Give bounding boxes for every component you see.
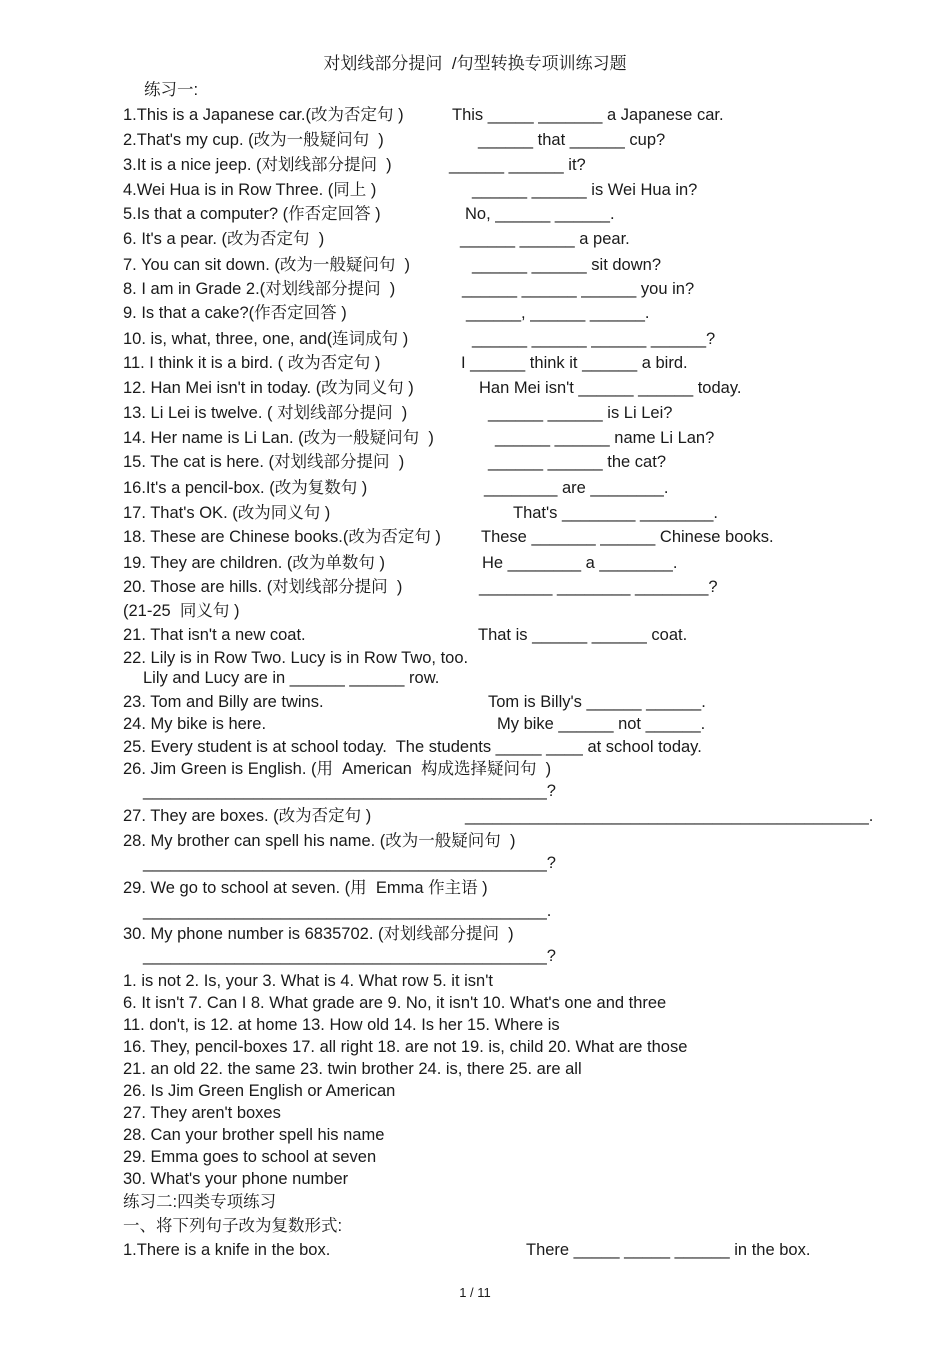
question-text: 22. Lily is in Row Two. Lucy is in Row Two, too.	[123, 649, 469, 667]
question-answer-blank: ______ ______ sit down?	[472, 256, 661, 274]
question-text: 23. Tom and Billy are twins.	[123, 693, 324, 711]
question-text: 8. I am in Grade 2.(对划线部分提问 )	[123, 280, 396, 298]
section-subheading: 一、将下列句子改为复数形式:	[123, 1217, 343, 1235]
question-answer-blank: ______ ______ is Wei Hua in?	[472, 181, 698, 199]
question-text: 15. The cat is here. (对划线部分提问 )	[123, 453, 405, 471]
question-answer-blank: ______ ______ it?	[449, 156, 586, 174]
question-text: 2.That's my cup. (改为一般疑问句 )	[123, 131, 384, 149]
question-text: 28. My brother can spell his name. (改为一般疑问句 )	[123, 832, 516, 850]
question-answer-blank: ______ ______ a pear.	[460, 230, 630, 248]
question-answer-blank: ______ ______ is Li Lei?	[488, 404, 673, 422]
question-text: 7. You can sit down. (改为一般疑问句 )	[123, 256, 411, 274]
question-text: 1.There is a knife in the box.	[123, 1241, 331, 1259]
answer-key-line: 11. don't, is 12. at home 13. How old 14. Is her 15. Where is	[123, 1016, 560, 1034]
answer-key-line: 21. an old 22. the same 23. twin brother 24. is, there 25. are all	[123, 1060, 582, 1078]
document-title: 对划线部分提问 /句型转换专项训练习题	[323, 54, 627, 73]
answer-line: ____________________________________________.	[465, 807, 874, 825]
question-text: 27. They are boxes. (改为否定句 )	[123, 807, 372, 825]
answer-line: ____________________________________________.	[143, 902, 552, 920]
question-answer-blank: No, ______ ______.	[465, 205, 615, 223]
question-text: 16.It's a pencil-box. (改为复数句 )	[123, 479, 368, 497]
question-text: 30. My phone number is 6835702. (对划线部分提问 )	[123, 925, 514, 943]
question-text: 19. They are children. (改为单数句 )	[123, 554, 385, 572]
question-answer-blank: These _______ ______ Chinese books.	[481, 528, 774, 546]
question-answer-blank: This _____ _______ a Japanese car.	[452, 106, 724, 124]
answer-line: ____________________________________________?	[143, 782, 556, 800]
question-text: 29. We go to school at seven. (用 Emma 作主语 )	[123, 879, 488, 897]
answer-key-line: 6. It isn't 7. Can I 8. What grade are 9. No, it isn't 10. What's one and three	[123, 994, 667, 1012]
answer-key-line: 16. They, pencil-boxes 17. all right 18. are not 19. is, child 20. What are those	[123, 1038, 688, 1056]
question-answer-blank: Lily and Lucy are in ______ ______ row.	[143, 669, 440, 687]
section-heading: 练习一:	[144, 81, 199, 99]
question-answer-blank: ______ that ______ cup?	[478, 131, 666, 149]
answer-key-line: 28. Can your brother spell his name	[123, 1126, 385, 1144]
question-answer-blank: ________ ________ ________?	[479, 578, 718, 596]
question-text: 12. Han Mei isn't in today. (改为同义句 )	[123, 379, 414, 397]
question-text: 20. Those are hills. (对划线部分提问 )	[123, 578, 403, 596]
question-text: 11. I think it is a bird. ( 改为否定句 )	[123, 354, 381, 372]
question-text: 17. That's OK. (改为同义句 )	[123, 504, 331, 522]
question-answer-blank: Han Mei isn't ______ ______ today.	[479, 379, 742, 397]
question-answer-blank: He ________ a ________.	[482, 554, 678, 572]
question-answer-blank: ______ ______ ______ you in?	[462, 280, 695, 298]
question-text: 3.It is a nice jeep. (对划线部分提问 )	[123, 156, 392, 174]
question-answer-blank: That is ______ ______ coat.	[478, 626, 688, 644]
answer-key-line: 1. is not 2. Is, your 3. What is 4. What row 5. it isn't	[123, 972, 493, 990]
question-text: 10. is, what, three, one, and(连词成句 )	[123, 330, 409, 348]
answer-key-line: 29. Emma goes to school at seven	[123, 1148, 377, 1166]
question-text: 26. Jim Green is English. (用 American 构成选择疑问句 )	[123, 760, 552, 778]
page-number: 1 / 11	[459, 1285, 491, 1300]
question-answer-blank: That's ________ ________.	[513, 504, 718, 522]
question-text: 13. Li Lei is twelve. ( 对划线部分提问 )	[123, 404, 408, 422]
answer-line: ____________________________________________?	[143, 854, 556, 872]
question-answer-blank: ______ ______ the cat?	[488, 453, 666, 471]
question-text: 14. Her name is Li Lan. (改为一般疑问句 )	[123, 429, 434, 447]
question-answer-blank: ________ are ________.	[484, 479, 669, 497]
group-label: (21-25 同义句 )	[123, 602, 240, 620]
question-text: 24. My bike is here.	[123, 715, 267, 733]
section-heading: 练习二:四类专项练习	[123, 1193, 277, 1211]
question-text: 5.Is that a computer? (作否定回答 )	[123, 205, 381, 223]
question-text: 6. It's a pear. (改为否定句 )	[123, 230, 325, 248]
answer-key-line: 26. Is Jim Green English or American	[123, 1082, 396, 1100]
question-answer-blank: I ______ think it ______ a bird.	[461, 354, 688, 372]
question-text: 9. Is that a cake?(作否定回答 )	[123, 304, 347, 322]
answer-key-line: 30. What's your phone number	[123, 1170, 349, 1188]
question-text: 18. These are Chinese books.(改为否定句 )	[123, 528, 441, 546]
question-text: 25. Every student is at school today. The students _____ ____ at school today.	[123, 738, 702, 756]
question-answer-blank: My bike ______ not ______.	[497, 715, 706, 733]
answer-line: ____________________________________________?	[143, 947, 556, 965]
question-text: 4.Wei Hua is in Row Three. (同上 )	[123, 181, 377, 199]
question-answer-blank: ______ ______ name Li Lan?	[495, 429, 715, 447]
answer-key-line: 27. They aren't boxes	[123, 1104, 281, 1122]
question-text: 1.This is a Japanese car.(改为否定句 )	[123, 106, 404, 124]
question-answer-blank: ______, ______ ______.	[466, 304, 650, 322]
question-answer-blank: Tom is Billy's ______ ______.	[488, 693, 706, 711]
question-text: 21. That isn't a new coat.	[123, 626, 306, 644]
question-answer-blank: There _____ _____ ______ in the box.	[526, 1241, 811, 1259]
question-answer-blank: ______ ______ ______ ______?	[472, 330, 716, 348]
